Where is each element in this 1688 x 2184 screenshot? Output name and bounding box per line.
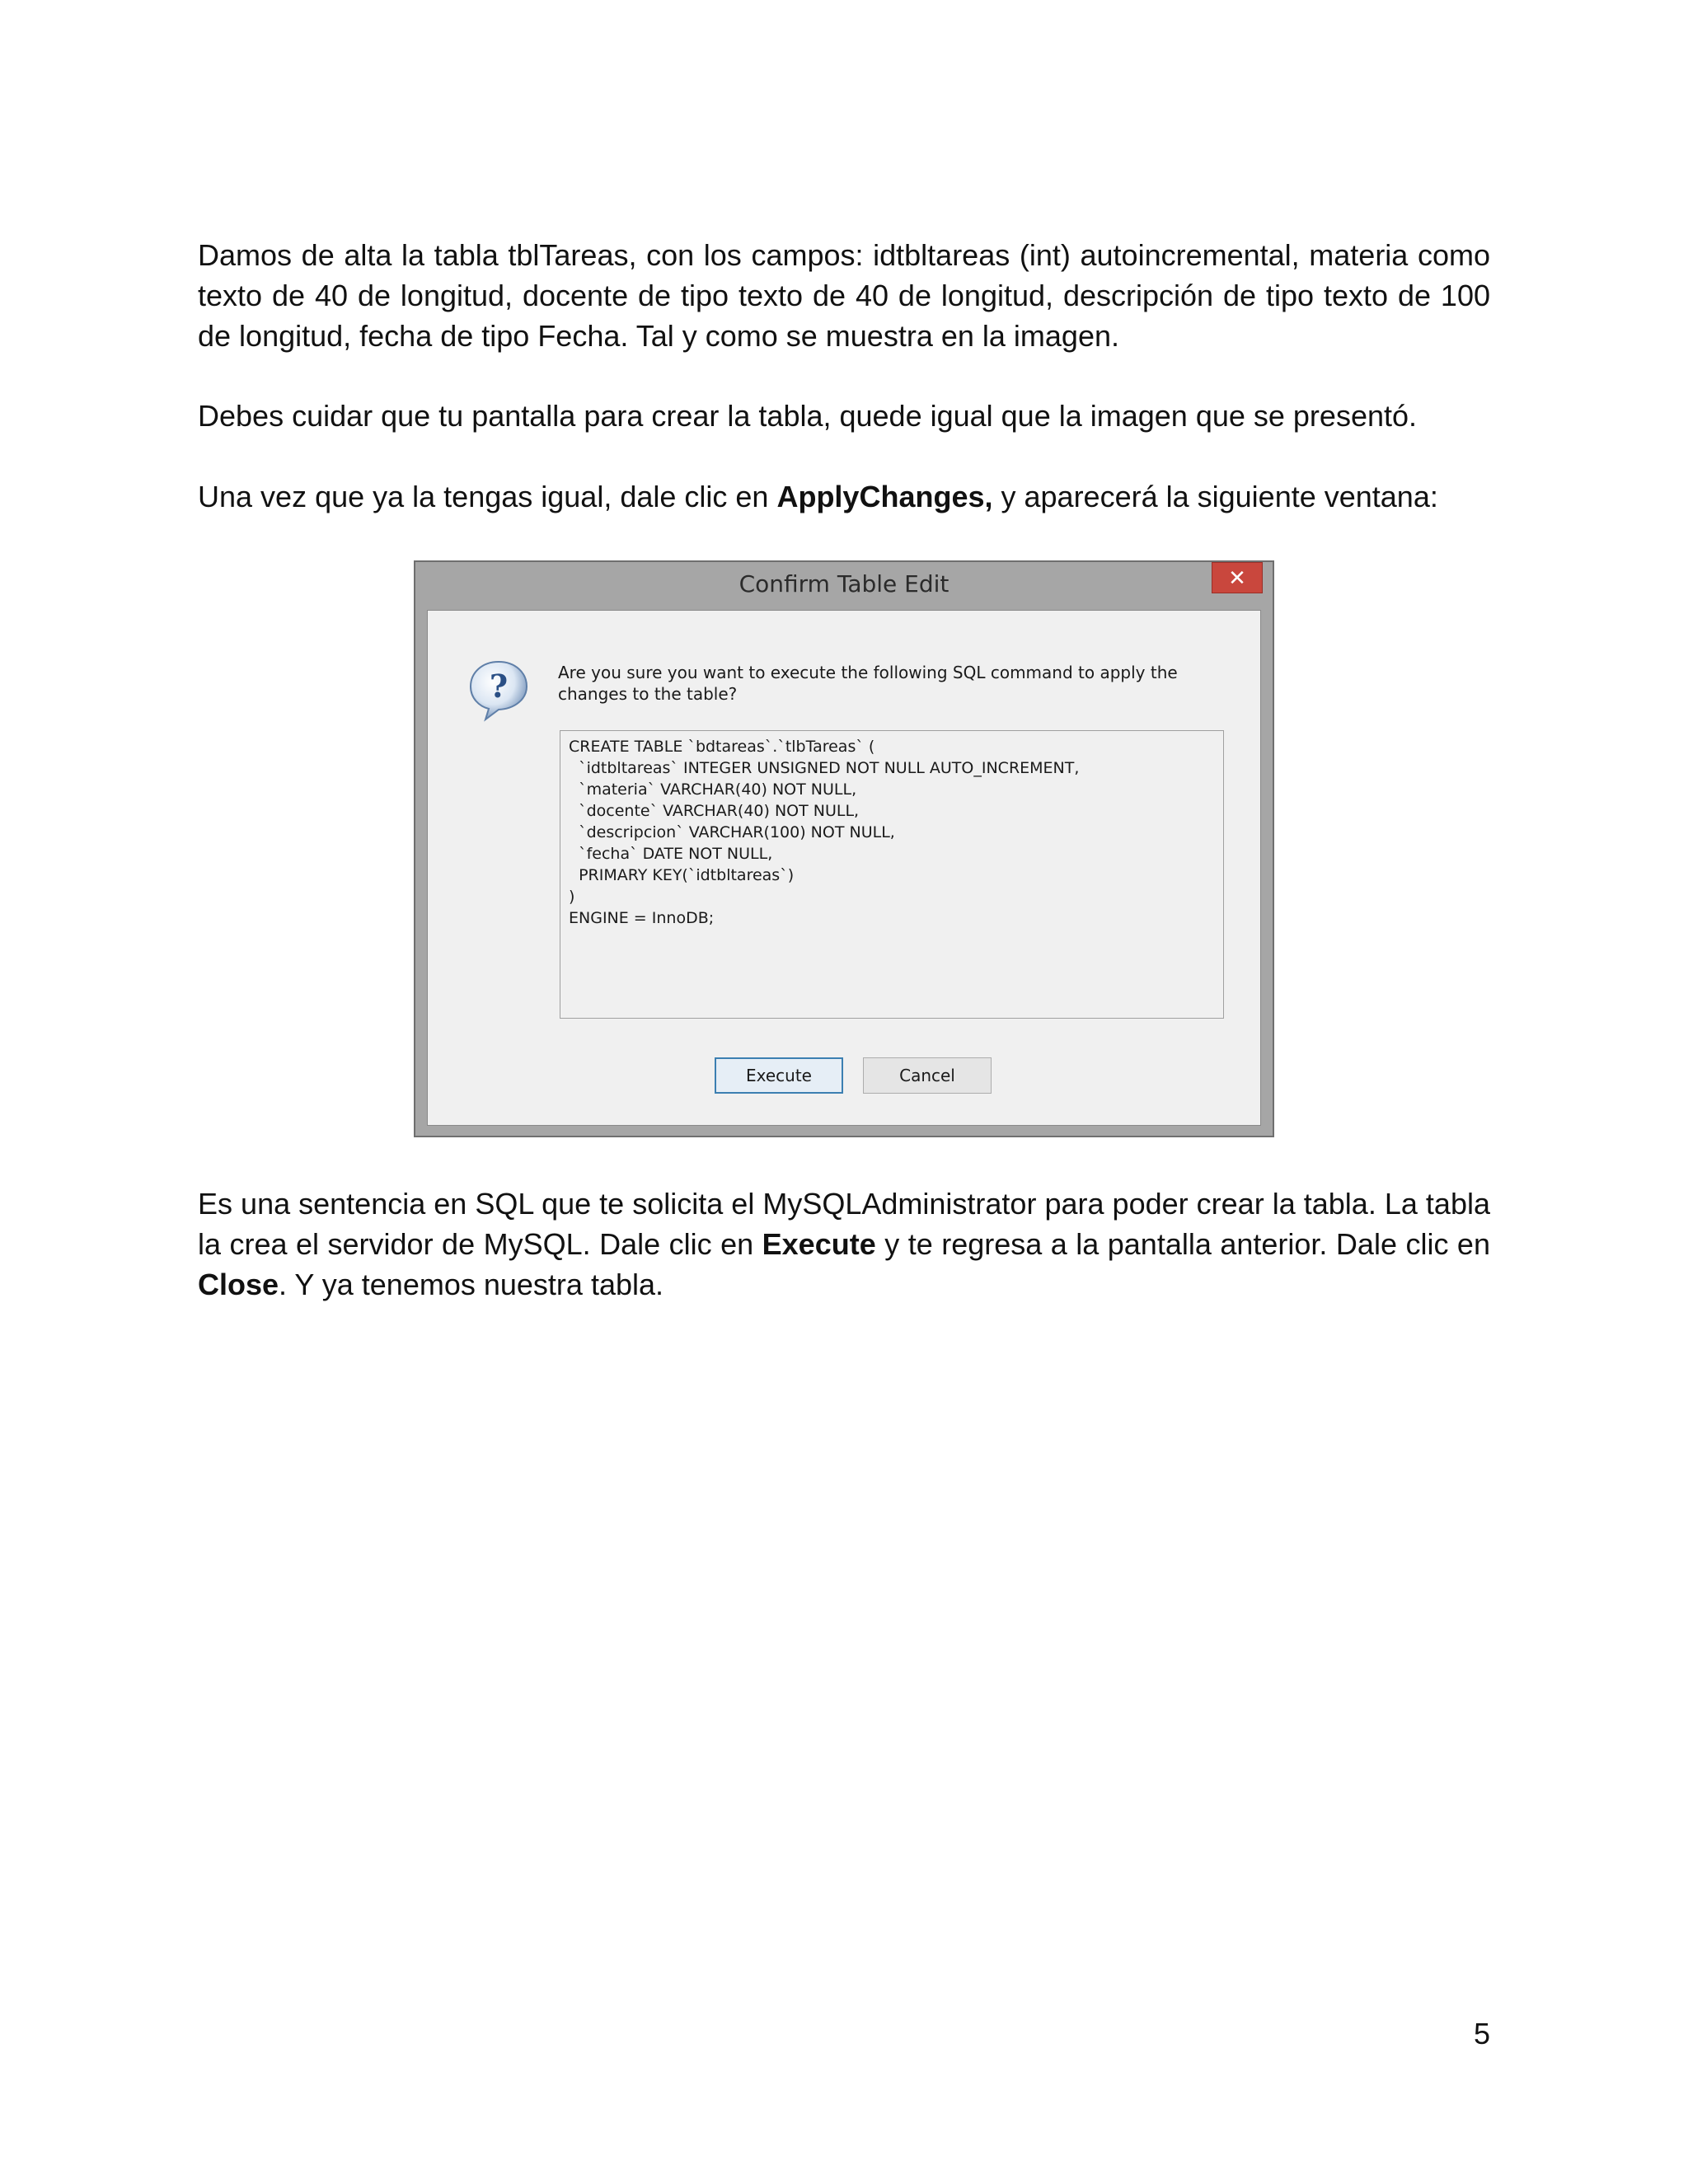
dialog-prompt: Are you sure you want to execute the following SQL command to apply the changes to the table?: [558, 663, 1178, 704]
cancel-button[interactable]: Cancel: [863, 1057, 992, 1094]
page-number: 5: [1473, 2017, 1490, 2050]
text-run: y te regresa a la pantalla anterior. Dale clic en: [875, 1227, 1490, 1261]
question-icon: [466, 657, 532, 723]
text-run: Es una sentencia en SQL que te solicita el MySQLAdministrator para poder crear la tabla. La tabla la crea el servidor de MySQL. Dale clic en: [198, 1187, 1490, 1261]
text-run: y aparecerá la siguiente ventana:: [992, 480, 1438, 513]
close-icon[interactable]: ✕: [1212, 562, 1263, 593]
svg-text:?: ?: [489, 668, 509, 705]
bold-execute: Execute: [762, 1227, 876, 1261]
bold-apply-changes: ApplyChanges,: [776, 480, 993, 513]
paragraph-table-fields: Damos de alta la tabla tblTareas, con los campos: idtbltareas (int) autoincremental, materia como texto de 40 de longitud, docente de tipo texto de 40 de longitud, descripción de tipo texto de 100 de longitud, fecha de tipo Fecha. Tal y como se muestra en la imagen.: [198, 238, 1490, 353]
sql-command-textarea[interactable]: CREATE TABLE `bdtareas`.`tlbTareas` ( `idtbltareas` INTEGER UNSIGNED NOT NULL AUTO_INCREMENT, `materia` VARCHAR(40) NOT NULL, `docente` VARCHAR(40) NOT NULL, `descripcion` VARCHAR(100) NOT NULL, `fecha` DATE NOT NULL, PRIMARY KEY(`idtbltareas`) ) ENGINE = InnoDB;: [560, 730, 1224, 1019]
dialog-title: Confirm Table Edit: [738, 570, 950, 598]
paragraph-execute-explanation: [198, 1183, 1490, 1305]
paragraph-apply-changes: [198, 476, 1490, 517]
text-run: Una vez que ya la tengas igual, dale clic en: [198, 480, 777, 513]
text-run: . Y ya tenemos nuestra tabla.: [279, 1268, 664, 1301]
dialog-titlebar[interactable]: [415, 562, 1273, 610]
execute-button[interactable]: Execute: [715, 1057, 843, 1094]
confirm-table-edit-dialog: [414, 560, 1274, 1137]
paragraph-screen-note: Debes cuidar que tu pantalla para crear la tabla, quede igual que la imagen que se presentó.: [198, 399, 1418, 433]
bold-close: Close: [198, 1268, 279, 1301]
dialog-body: [427, 610, 1261, 1126]
